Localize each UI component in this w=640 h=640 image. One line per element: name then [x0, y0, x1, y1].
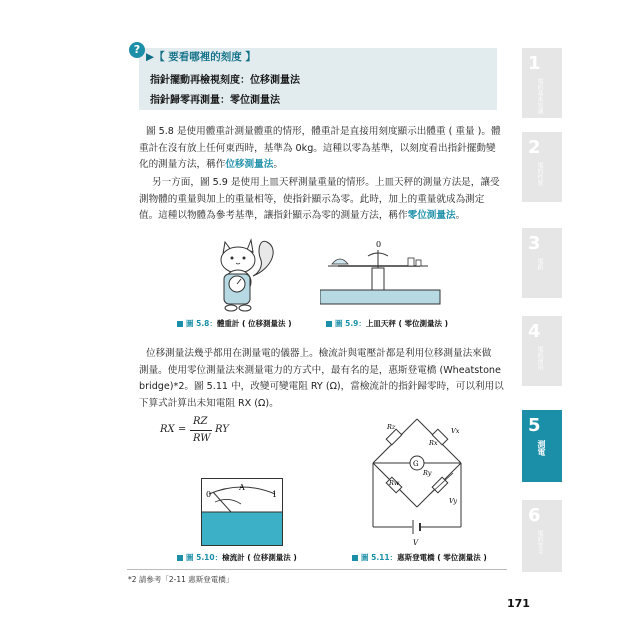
chapter-tab-5-active[interactable]: 5 測電 — [522, 410, 562, 482]
para3-line-3: bridge)*2。圖 5.11 中，改變可變電阻 RY (Ω)，當檢流計的指針歸零時，可以利用以 — [139, 381, 504, 392]
callout-line-1: 指針擺動再檢視刻度：位移測量法 — [150, 75, 300, 86]
para3-line-4: 下算式計算出未知電阻 RX (Ω)。 — [139, 397, 279, 409]
meter-unit-label: A — [239, 483, 245, 492]
figure-5-8-caption: 圖 5.8：體重計 ( 位移測量法 ) — [177, 318, 292, 329]
footnote: *2 請參考「2-11 惠斯登電橋」 — [128, 575, 234, 584]
bridge-v-label: V — [413, 539, 419, 547]
para1-line-2: 重計在沒有放上任何東西時，基準為 0kg。這種以零為基準，以刻度看出指針擺動變 — [139, 142, 496, 154]
page-number: 171 — [507, 597, 530, 610]
para3-line-1: 位移測量法幾乎都用在測量電的儀器上。檢流計與電壓計都是利用位移測量法來做 — [146, 348, 492, 359]
chapter-tab-6[interactable]: 6 電的安全 — [522, 500, 562, 572]
figure-balance-illustration — [320, 238, 460, 318]
formula-numerator: RZ — [193, 416, 208, 427]
meter-zero-label: 0 — [206, 490, 212, 499]
caption-square-icon — [177, 555, 183, 561]
para3-line-2: 測量。使用零位測量法來測量電力的方式中，最有名的是，惠斯登電橋 (Wheatstone — [139, 364, 501, 376]
question-bubble-icon: ? — [129, 42, 145, 58]
figure-scale-illustration — [205, 238, 285, 316]
figure-galvanometer — [201, 478, 283, 546]
caption-square-icon — [177, 321, 183, 327]
figure-5-9-caption: 圖 5.9：上皿天秤 ( 零位測量法 ) — [326, 318, 448, 329]
para2-line-3: 值。這種以物體為參考基準，讓指針顯示為零的測量方法，稱作零位測量法。 — [139, 210, 466, 221]
paragraph-2 — [139, 175, 509, 225]
chapter-tab-4[interactable]: 4 電的運用 — [522, 316, 562, 386]
formula-denominator: RW — [193, 433, 211, 444]
formula-fraction-bar — [190, 430, 212, 431]
bridge-g-label: G — [413, 460, 419, 468]
bridge-vx-label: Vx — [451, 427, 460, 435]
figure-wheatstone-bridge — [365, 415, 475, 550]
callout-heading: ▶【 要看哪裡的刻度 】 — [146, 51, 256, 63]
figure-5-11-caption: 圖 5.11：惠斯登電橋 ( 零位測量法 ) — [352, 552, 487, 563]
bridge-vy-label: Vy — [449, 497, 458, 505]
formula-rhs: RY — [215, 424, 229, 435]
paragraph-1 — [139, 124, 509, 174]
term-zero-method: 零位測量法 — [407, 210, 456, 221]
para2-line-2: 測物體的重量與加上的重量相等，使指針顯示為零。此時，加上的重量就成為測定 — [139, 193, 485, 205]
bridge-rw-label: Rw — [389, 479, 400, 487]
meter-one-label: 1 — [272, 490, 278, 499]
caption-square-icon — [352, 555, 358, 561]
chapter-tab-3[interactable]: 3 電路 — [522, 228, 562, 298]
chapter-tab-1[interactable]: 1 電的基本知識 — [522, 48, 562, 118]
para2-line-1: 另一方面，圖 5.9 是使用上皿天秤測量重量的情形。上皿天秤的測量方法是，讓受 — [152, 177, 500, 188]
formula-lhs: RX = — [160, 424, 187, 435]
para1-line-1: 圖 5.8 是使用體重計測量體重的情形，體重計是直接用刻度顯示出體重 ( 重量 )。體 — [146, 126, 501, 137]
bridge-ry-label: Ry — [423, 469, 432, 477]
footnote-divider — [127, 569, 507, 570]
callout-line-2: 指針歸零再測量：零位測量法 — [150, 95, 280, 106]
bridge-rz-label: Rz — [387, 423, 396, 431]
term-displacement-method: 位移測量法 — [225, 159, 274, 170]
balance-zero-label: 0 — [376, 240, 382, 249]
paragraph-3 — [139, 346, 509, 412]
bridge-rx-label: Rx — [429, 439, 438, 447]
chapter-tab-2[interactable]: 2 電的性質 — [522, 132, 562, 202]
figure-5-10-caption: 圖 5.10：檢流計 ( 位移測量法 ) — [177, 552, 297, 563]
caption-square-icon — [326, 321, 332, 327]
para1-line-3: 化的測量方法，稱作位移測量法。 — [139, 159, 283, 170]
